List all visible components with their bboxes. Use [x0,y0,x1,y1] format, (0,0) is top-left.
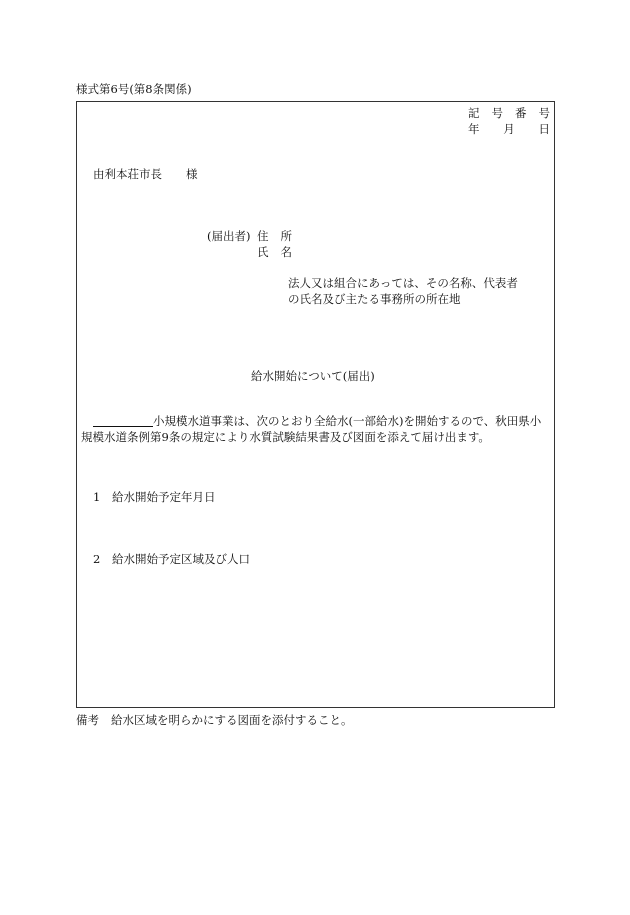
date-month-char: 月 [503,122,515,136]
ref-char: 号 [491,106,503,120]
date-day-char: 日 [538,122,550,136]
address-label: 住 所 [257,229,292,243]
reference-number-line [468,108,550,120]
item-number: 1 [93,490,101,504]
list-item [93,492,216,504]
name-label: 氏 名 [257,245,292,259]
date-year-char: 年 [468,122,480,136]
item-label: 給水開始予定年月日 [112,490,216,504]
body-text: 小規模水道事業は、次のとおり全給水(一部給水)を開始するので、秋田県小 [153,414,542,428]
document-title: 給水開始について(届出) [251,369,375,383]
remarks-label: 備考 [76,713,99,727]
corporate-note-line: の氏名及び主たる事務所の所在地 [288,292,461,306]
ref-char: 号 [538,106,550,120]
remarks-text: 給水区域を明らかにする図面を添付すること。 [111,713,353,727]
addressee [93,169,198,181]
ref-char: 記 [468,106,480,120]
addressee-honorific: 様 [186,167,198,181]
remarks [76,715,353,727]
body-text-line [93,414,541,428]
notifier-label: (届出者) [207,229,251,243]
item-number: 2 [93,552,101,566]
item-label: 給水開始予定区域及び人口 [112,552,250,566]
operator-name-blank[interactable] [93,414,153,427]
addressee-name: 由利本荘市長 [93,167,162,181]
form-frame [76,101,555,708]
body-text-line: 規模水道条例第9条の規定により水質試験結果書及び図面を添えて届け出ます。 [81,430,490,444]
ref-char: 番 [515,106,527,120]
list-item [93,554,250,566]
form-number-title: 様式第6号(第8条関係) [76,82,192,96]
date-line [468,124,550,136]
corporate-note-line: 法人又は組合にあっては、その名称、代表者 [288,276,518,290]
